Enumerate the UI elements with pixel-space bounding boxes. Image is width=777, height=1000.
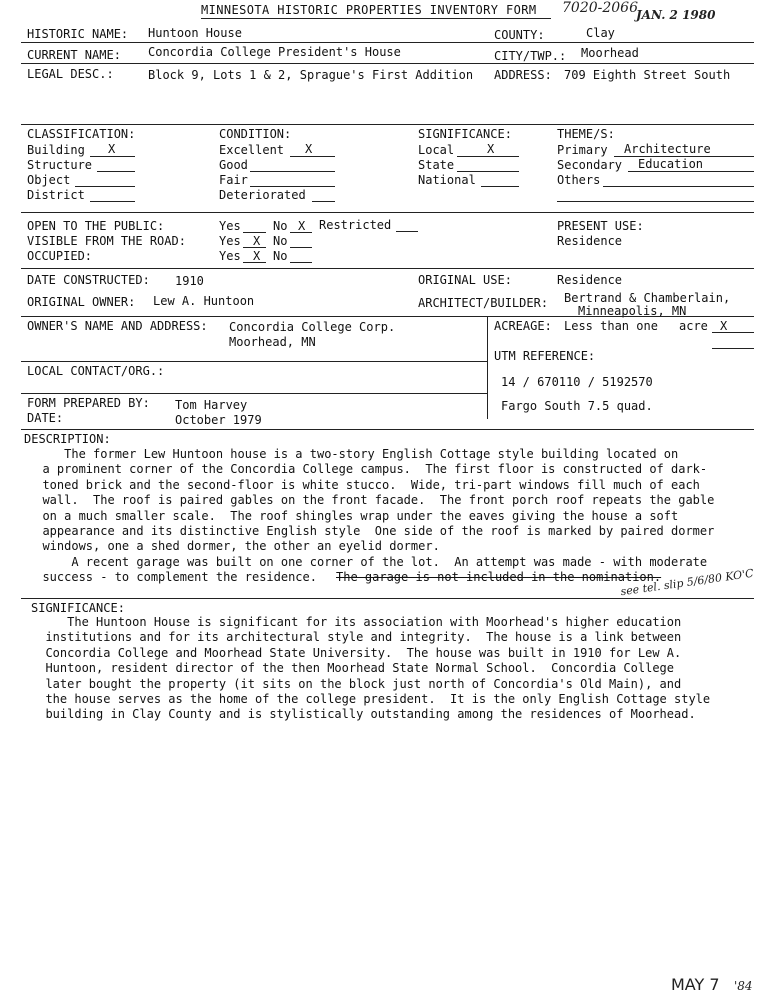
classification-structure: Structure <box>27 158 93 172</box>
stamp-code: 7020-2066 <box>562 0 638 16</box>
description-label: DESCRIPTION: <box>24 432 111 446</box>
address-label: ADDRESS: <box>494 68 552 82</box>
excellent-mark: X <box>305 142 313 156</box>
condition-good: Good <box>219 158 248 172</box>
present-use: Residence <box>557 234 623 248</box>
acreage-unit: acre <box>679 319 708 333</box>
owner-line2: Moorhead, MN <box>229 335 316 349</box>
sig-national: National <box>418 173 476 187</box>
classification-title: CLASSIFICATION: <box>27 127 136 141</box>
significance-box-title: SIGNIFICANCE: <box>418 127 512 141</box>
date-constructed-label: DATE CONSTRUCTED: <box>27 273 150 287</box>
significance-line: building in Clay County and is stylistically outstanding among the residences of Moorhead. <box>31 707 696 722</box>
current-name-label: CURRENT NAME: <box>27 48 121 62</box>
acreage-value: Less than one <box>564 319 658 333</box>
classification-district: District <box>27 188 85 202</box>
acreage-mark: X <box>720 319 728 333</box>
current-name: Concordia College President's House <box>148 45 401 59</box>
prepared-date-label: DATE: <box>27 411 64 425</box>
visible-yes: Yes <box>219 234 241 248</box>
theme-primary-label: Primary <box>557 143 608 157</box>
description-line: windows, one a shed dormer, the other an eyelid dormer. <box>28 539 440 554</box>
description-line: toned brick and the second-floor is white stucco. Wide, tri-part windows fill much of each <box>28 477 700 492</box>
description-line: appearance and its distinctive English style One side of the roof is marked by paired dormer <box>28 524 715 539</box>
occupied-yes-mark: X <box>253 249 261 263</box>
original-use-label: ORIGINAL USE: <box>418 273 512 287</box>
open-no-mark: X <box>298 219 306 233</box>
theme-title: THEME/S: <box>557 127 615 141</box>
significance-line: later bought the property (it sits on the block just north of Concordia's Old Main), and <box>31 676 682 691</box>
prepared-date: October 1979 <box>175 413 262 427</box>
description-line: success - to complement the residence. <box>28 570 317 585</box>
prepared-by-label: FORM PREPARED BY: <box>27 396 150 410</box>
county-label: COUNTY: <box>494 28 545 42</box>
theme-primary: Architecture <box>624 142 711 156</box>
stamp-bottom: MAY 7 <box>671 975 720 994</box>
original-owner-label: ORIGINAL OWNER: <box>27 295 136 309</box>
description-line: wall. The roof is paired gables on the front facade. The front porch roof repeats the gable <box>28 493 715 508</box>
occupied-label: OCCUPIED: <box>27 249 93 263</box>
sig-state: State <box>418 158 455 172</box>
legal-label: LEGAL DESC.: <box>27 67 114 81</box>
significance-label: SIGNIFICANCE: <box>31 601 125 615</box>
description-text <box>28 447 714 586</box>
building-mark: X <box>108 142 116 156</box>
form-title: MINNESOTA HISTORIC PROPERTIES INVENTORY FORM <box>201 3 537 17</box>
condition-excellent: Excellent <box>219 143 285 157</box>
historic-name-label: HISTORIC NAME: <box>27 27 129 41</box>
local-mark: X <box>487 142 495 156</box>
theme-others-label: Others <box>557 173 601 187</box>
description-line: a prominent corner of the Concordia College campus. The first floor is constructed of dark- <box>28 462 708 477</box>
owner-label: OWNER'S NAME AND ADDRESS: <box>27 319 208 333</box>
handwritten-note: see tel. slip 5/6/80 KO'C <box>619 566 755 599</box>
visible-yes-mark: X <box>253 234 261 248</box>
stamp-date: JAN. 2 1980 <box>636 8 716 22</box>
present-use-label: PRESENT USE: <box>557 219 644 233</box>
significance-text <box>31 615 710 723</box>
struck-sentence: The garage is not included in the nomination. <box>336 570 662 584</box>
address: 709 Eighth Street South <box>564 68 731 82</box>
open-label: OPEN TO THE PUBLIC: <box>27 219 165 233</box>
description-line: The former Lew Huntoon house is a two-story English Cottage style building located on <box>28 447 679 461</box>
significance-line: institutions and for its architectural style and integrity. The house is a link between <box>31 630 682 645</box>
architect-label: ARCHITECT/BUILDER: <box>418 296 549 310</box>
sig-local: Local <box>418 143 455 157</box>
condition-title: CONDITION: <box>219 127 292 141</box>
utm-value: 14 / 670110 / 5192570 <box>501 375 653 389</box>
architect-line2: Minneapolis, MN <box>578 304 687 318</box>
visible-no: No <box>273 234 288 248</box>
original-owner: Lew A. Huntoon <box>153 294 255 308</box>
description-line: A recent garage was built on one corner of the lot. An attempt was made - with moderate <box>28 554 708 569</box>
acreage-label: ACREAGE: <box>494 319 552 333</box>
occupied-no: No <box>273 249 288 263</box>
stamp-bottom-mark: '84 <box>734 979 753 993</box>
owner-line1: Concordia College Corp. <box>229 320 396 334</box>
legal-desc: Block 9, Lots 1 & 2, Sprague's First Addition <box>148 68 474 82</box>
theme-secondary: Education <box>638 157 704 171</box>
significance-line: Concordia College and Moorhead State University. The house was built in 1910 for Lew A. <box>31 645 682 660</box>
open-no: No <box>273 219 288 233</box>
significance-line: The Huntoon House is significant for its association with Moorhead's higher education <box>31 615 682 629</box>
theme-secondary-label: Secondary <box>557 158 623 172</box>
prepared-by: Tom Harvey <box>175 398 248 412</box>
condition-deteriorated: Deteriorated <box>219 188 306 202</box>
date-constructed: 1910 <box>175 274 204 288</box>
condition-fair: Fair <box>219 173 248 187</box>
county: Clay <box>586 26 615 40</box>
description-line: on a much smaller scale. The roof shingles wrap under the eaves giving the house a soft <box>28 508 679 523</box>
city: Moorhead <box>581 46 639 60</box>
original-use: Residence <box>557 273 623 287</box>
significance-line: Huntoon, resident director of the then Moorhead State Normal School. Concordia College <box>31 661 674 676</box>
architect-line1: Bertrand & Chamberlain, <box>564 291 731 305</box>
classification-object: Object <box>27 173 71 187</box>
utm-quad: Fargo South 7.5 quad. <box>501 399 653 413</box>
historic-name: Huntoon House <box>148 26 242 40</box>
local-contact-label: LOCAL CONTACT/ORG.: <box>27 364 165 378</box>
utm-label: UTM REFERENCE: <box>494 349 596 363</box>
open-restricted: Restricted <box>319 218 392 232</box>
visible-label: VISIBLE FROM THE ROAD: <box>27 234 186 248</box>
open-yes: Yes <box>219 219 241 233</box>
occupied-yes: Yes <box>219 249 241 263</box>
city-label: CITY/TWP.: <box>494 49 567 63</box>
significance-line: the house serves as the home of the college president. It is the only English Cottage style <box>31 692 711 707</box>
classification-building: Building <box>27 143 85 157</box>
